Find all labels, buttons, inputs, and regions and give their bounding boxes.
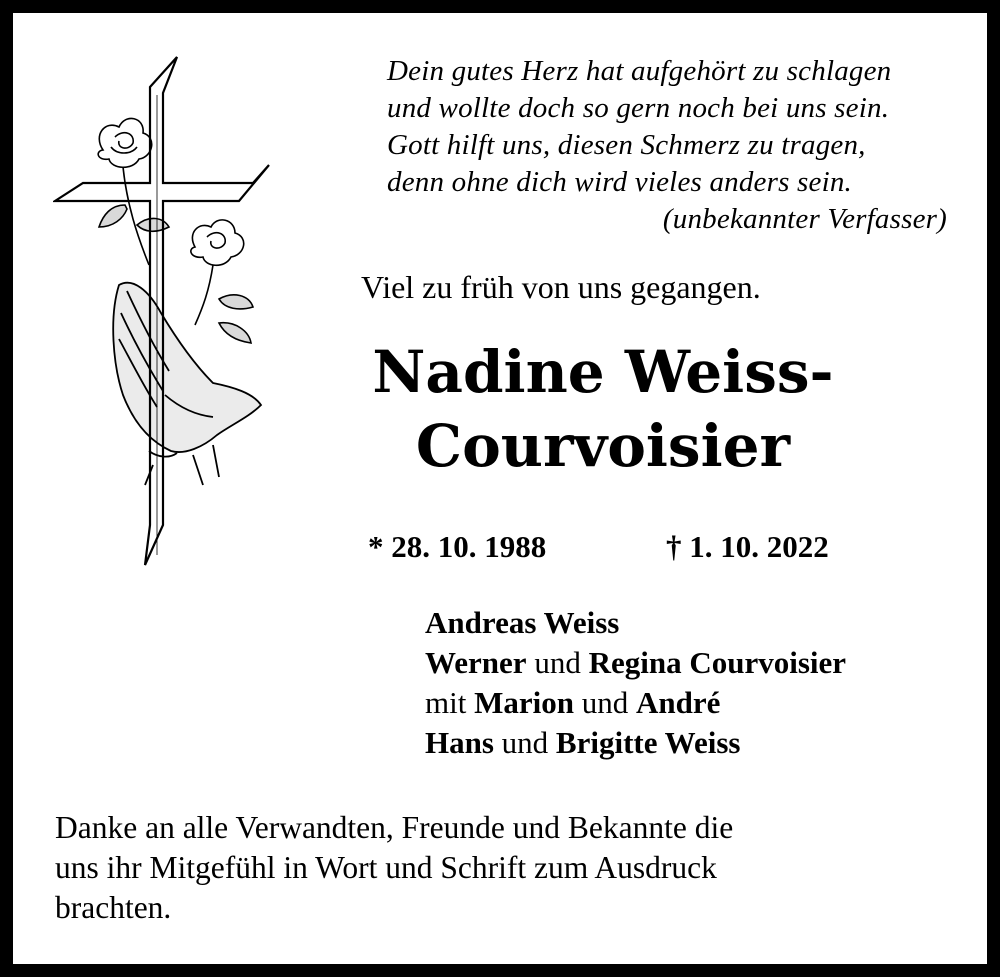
mourner-name: Regina Courvoisier bbox=[588, 645, 847, 680]
mourner-row bbox=[425, 723, 985, 763]
deceased-name-line-1: Nadine Weiss- bbox=[372, 338, 834, 406]
birth-date: * 28. 10. 1988 bbox=[368, 529, 547, 564]
intro-text: Viel zu früh von uns gegangen. bbox=[361, 269, 761, 305]
rose-icon bbox=[191, 220, 253, 343]
thanks-text bbox=[55, 808, 955, 928]
conjunction: mit bbox=[425, 685, 467, 720]
mourner-name: André bbox=[635, 685, 721, 720]
thanks-line: brachten. bbox=[55, 890, 172, 925]
poem-line: und wollte doch so gern noch bei uns sein. bbox=[387, 92, 890, 124]
poem-line: Gott hilft uns, diesen Schmerz zu tragen, bbox=[387, 129, 866, 161]
mourner-row bbox=[425, 643, 985, 683]
thanks-line: uns ihr Mitgefühl in Wort und Schrift zum Ausdruck bbox=[55, 850, 717, 885]
praying-hands-icon bbox=[113, 283, 261, 485]
death-date: † 1. 10. 2022 bbox=[666, 529, 829, 564]
mourner-name: Hans bbox=[425, 725, 494, 760]
cross-icon bbox=[55, 57, 269, 565]
mourner-name: Andreas Weiss bbox=[425, 605, 620, 640]
life-dates bbox=[368, 527, 888, 567]
mourners-list bbox=[425, 603, 985, 763]
mourner-name: Werner bbox=[425, 645, 527, 680]
mourner-name: Marion bbox=[474, 685, 574, 720]
obituary-notice bbox=[13, 13, 987, 964]
mourner-row bbox=[425, 603, 985, 643]
poem-line: denn ohne dich wird vieles anders sein. bbox=[387, 166, 853, 198]
conjunction: und bbox=[581, 685, 629, 720]
poem-line: Dein gutes Herz hat aufgehört zu schlagen bbox=[387, 55, 892, 87]
mourner-name: Brigitte Weiss bbox=[555, 725, 741, 760]
deceased-name bbox=[333, 335, 873, 483]
conjunction: und bbox=[534, 645, 581, 680]
cross-with-roses-and-praying-hands bbox=[53, 55, 283, 575]
thanks-line: Danke an alle Verwandten, Freunde und Bekannte die bbox=[55, 810, 734, 845]
poem-author: (unbekannter Verfasser) bbox=[662, 203, 947, 235]
deceased-name-line-2: Courvoisier bbox=[415, 412, 791, 480]
poem bbox=[387, 53, 957, 238]
rose-icon bbox=[98, 118, 169, 265]
mourner-row bbox=[425, 683, 985, 723]
conjunction: und bbox=[501, 725, 549, 760]
